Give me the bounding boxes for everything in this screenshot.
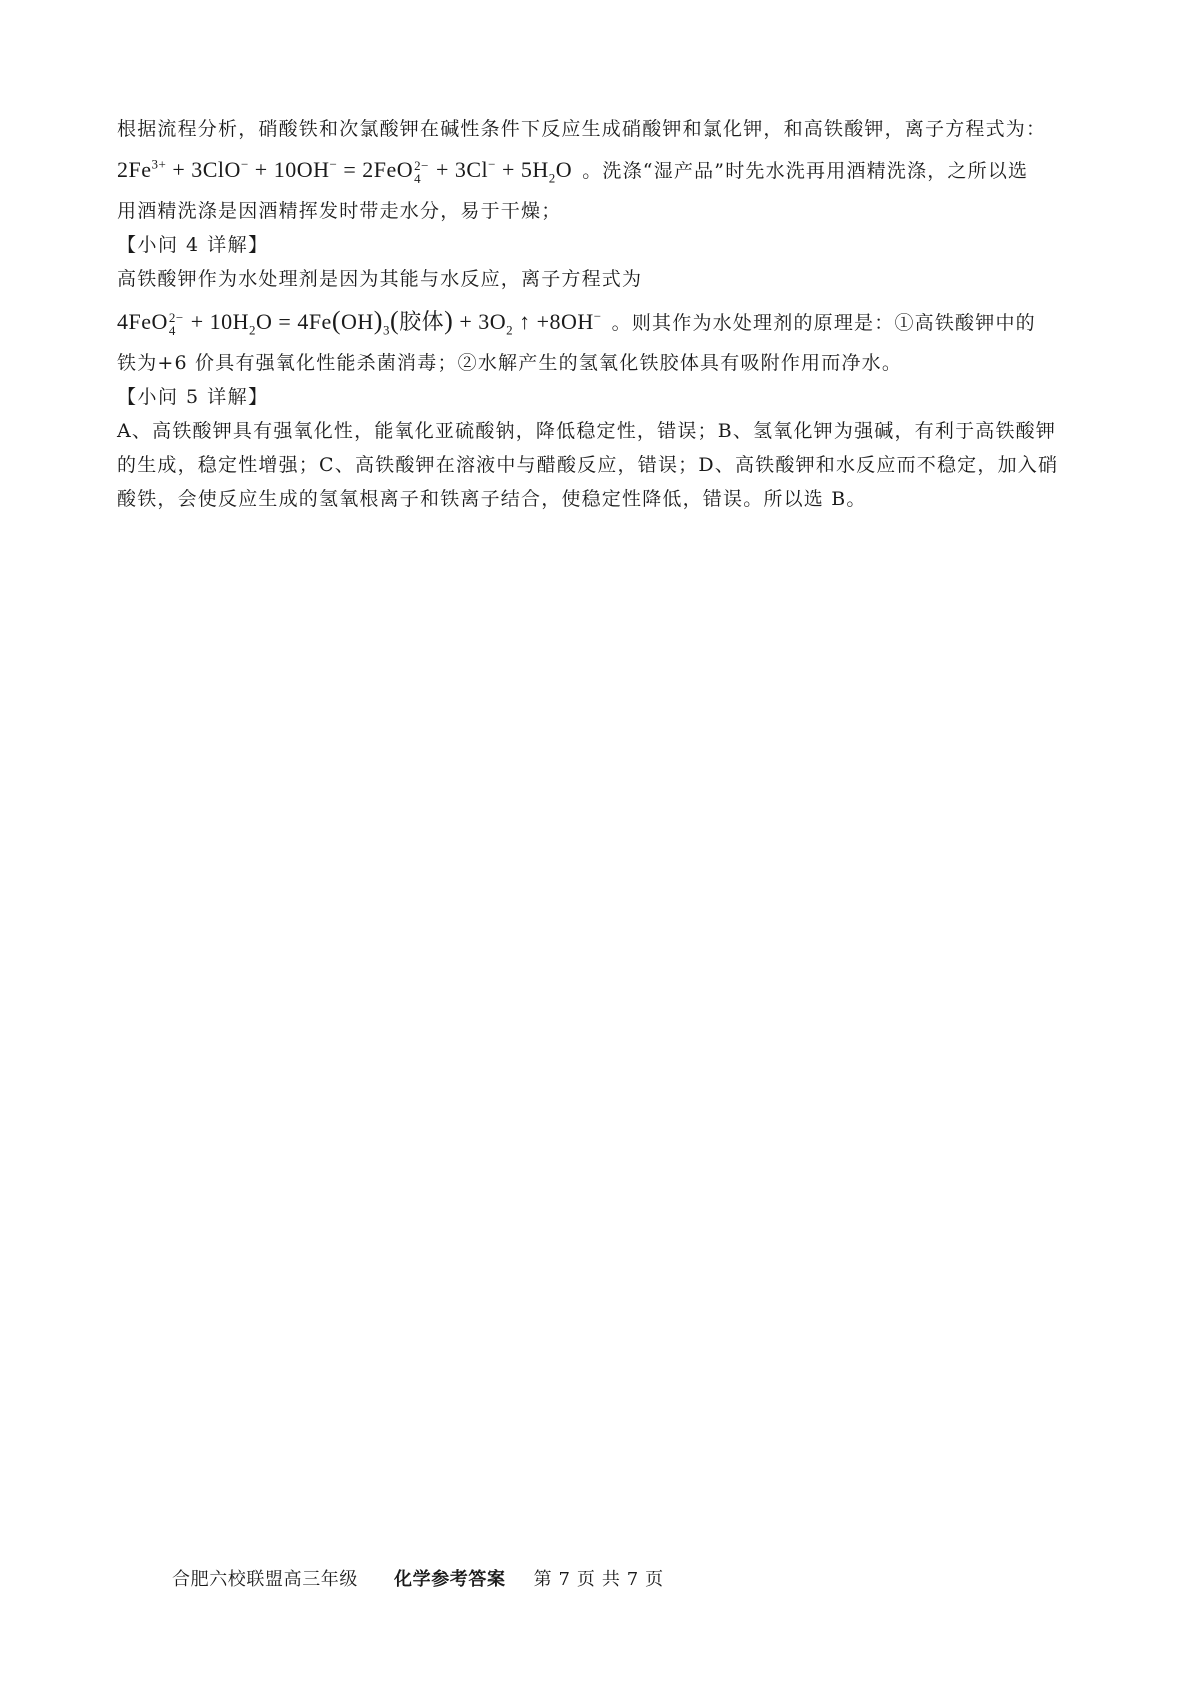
q4-line3: 铁为+6 价具有强氧化性能杀菌消毒；②水解产生的氢氧化铁胶体具有吸附作用而净水。: [117, 352, 903, 374]
para1-equation-trailing-text: 。洗涤“湿产品”时先水洗再用酒精洗涤，之所以选: [582, 160, 1029, 182]
q4-equation-line: [117, 296, 1082, 346]
equation-ferrate-hydrolysis: 4FeO 2− 4 + $10H_2O = 4Fe(OH)_3$(胶体) + $3O_2$ ↑ +8OH−: [117, 306, 602, 338]
footer-school: 合肥六校联盟高三年级: [172, 1569, 358, 1590]
q4-equation-trailing-text: 。则其作为水处理剂的原理是：①高铁酸钾中的: [611, 312, 1036, 334]
q4-line1: 高铁酸钾作为水处理剂是因为其能与水反应，离子方程式为: [117, 268, 643, 290]
answer-content: [117, 112, 1082, 516]
para1-equation-line: [117, 146, 1082, 194]
q5-line3: 酸铁，会使反应生成的氢氧根离子和铁离子结合，使稳定性降低，错误。所以选 B。: [117, 488, 867, 510]
footer-page-number: 第 7 页 共 7 页: [533, 1569, 664, 1590]
page-footer: [172, 1565, 664, 1591]
para1-line1: 根据流程分析，硝酸铁和次氯酸钾在碱性条件下反应生成硝酸钾和氯化钾，和高铁酸钾，离子方程式为：: [117, 118, 1047, 140]
para1-line3: 用酒精洗涤是因酒精挥发时带走水分，易于干燥；: [117, 200, 562, 222]
q5-line2: 的生成，稳定性增强；C、高铁酸钾在溶液中与醋酸反应，错误；D、高铁酸钾和水反应而不稳定，加入硝: [117, 454, 1059, 476]
footer-subject: 化学参考答案: [394, 1569, 506, 1590]
q5-heading: 【小问 5 详解】: [117, 386, 269, 408]
equation-ferrate-formation: $2Fe^{3+} + 3ClO^- + 10OH^- = 2FeO$ 2− 4 + $3Cl^- + 5H_2O$: [117, 156, 573, 186]
q4-heading: 【小问 4 详解】: [117, 234, 269, 256]
q5-line1: A、高铁酸钾具有强氧化性，能氧化亚硫酸钠，降低稳定性，错误；B、氢氧化钾为强碱，有利于高铁酸钾: [117, 420, 1057, 442]
